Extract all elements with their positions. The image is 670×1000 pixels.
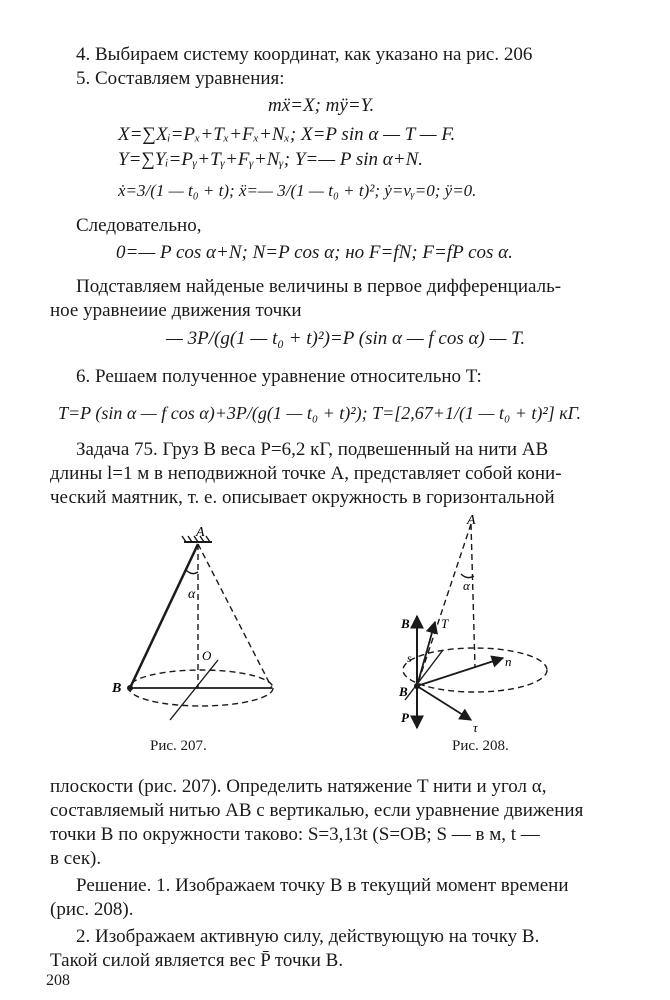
figure-208 xyxy=(385,510,565,735)
text-line: (рис. 208). xyxy=(50,899,134,920)
text-line: Решение. 1. Изображаем точку B в текущий момент времени xyxy=(76,875,569,896)
text-line: составляемый нитью AB с вертикалью, если уравнение движения xyxy=(50,800,584,821)
text-line: ческий маятник, т. е. описывает окружность в горизонтальной xyxy=(50,487,555,508)
label-T: T xyxy=(441,616,449,631)
text-line: длины l=1 м в неподвижной точке A, представляет собой кони- xyxy=(50,463,562,484)
figure-caption: Рис. 207. xyxy=(150,738,207,754)
equation: 0=— P cos α+N; N=P cos α; но F=fN; F=fP cos α. xyxy=(116,242,513,263)
text-line: Такой силой является вес P̄ точки B. xyxy=(50,950,344,971)
text-line: Задача 75. Груз B веса P=6,2 кГ, подвешенный на нити AB xyxy=(76,439,549,460)
text-line: в сек). xyxy=(50,848,102,869)
equation: T=P (sin α — f cos α)+3P/(g(1 — t₀ + t)²); T=[2,67+1/(1 — t₀ + t)²] кГ. xyxy=(58,403,582,423)
label-s: s xyxy=(407,651,412,665)
text-line: Подставляем найденые величины в первое дифференциаль- xyxy=(76,276,562,297)
label-n: n xyxy=(505,654,512,669)
label-B: B xyxy=(399,684,408,699)
label-B: B xyxy=(112,681,122,696)
text-line: ное уравнеиие движения точки xyxy=(50,300,302,321)
text-line: Следовательно, xyxy=(76,215,202,236)
figure-caption: Рис. 208. xyxy=(452,738,509,754)
figure-207 xyxy=(100,520,300,735)
page-number: 208 xyxy=(46,972,70,989)
text-line: 6. Решаем полученное уравнение относительно T: xyxy=(76,366,482,387)
label-alpha: α xyxy=(463,578,470,593)
label-A: A xyxy=(196,525,205,540)
label-tau: τ xyxy=(473,720,478,735)
equation: — 3P/(g(1 — t₀ + t)²)=P (sin α — f cos α) — T. xyxy=(166,328,526,349)
equation: ẋ=3/(1 — t₀ + t); ẍ=— 3/(1 — t₀ + t)²; ẏ=vᵧ=0; ÿ=0. xyxy=(118,181,477,200)
label-B-force: B xyxy=(401,616,410,631)
text-line: 4. Выбираем систему координат, как указано на рис. 206 xyxy=(76,44,533,65)
label-O: O xyxy=(202,648,212,663)
label-alpha: α xyxy=(188,587,196,602)
text-line: плоскости (рис. 207). Определить натяжение T нити и угол α, xyxy=(50,776,547,797)
label-A: A xyxy=(467,513,476,528)
text-line: точки B по окружности таково: S=3,13t (S=OB; S — в м, t — xyxy=(50,824,540,845)
equation: X=∑Xᵢ=Pₓ+Tₓ+Fₓ+Nₓ; X=P sin α — T — F. xyxy=(118,124,456,145)
label-P: P xyxy=(401,710,409,725)
text-line: 2. Изображаем активную силу, действующую на точку B. xyxy=(76,926,540,947)
equation: mẍ=X; mÿ=Y. xyxy=(268,95,375,116)
equation: Y=∑Yᵢ=Pᵧ+Tᵧ+Fᵧ+Nᵧ; Y=— P sin α+N. xyxy=(118,149,424,170)
text-line: 5. Составляем уравнения: xyxy=(76,68,285,89)
